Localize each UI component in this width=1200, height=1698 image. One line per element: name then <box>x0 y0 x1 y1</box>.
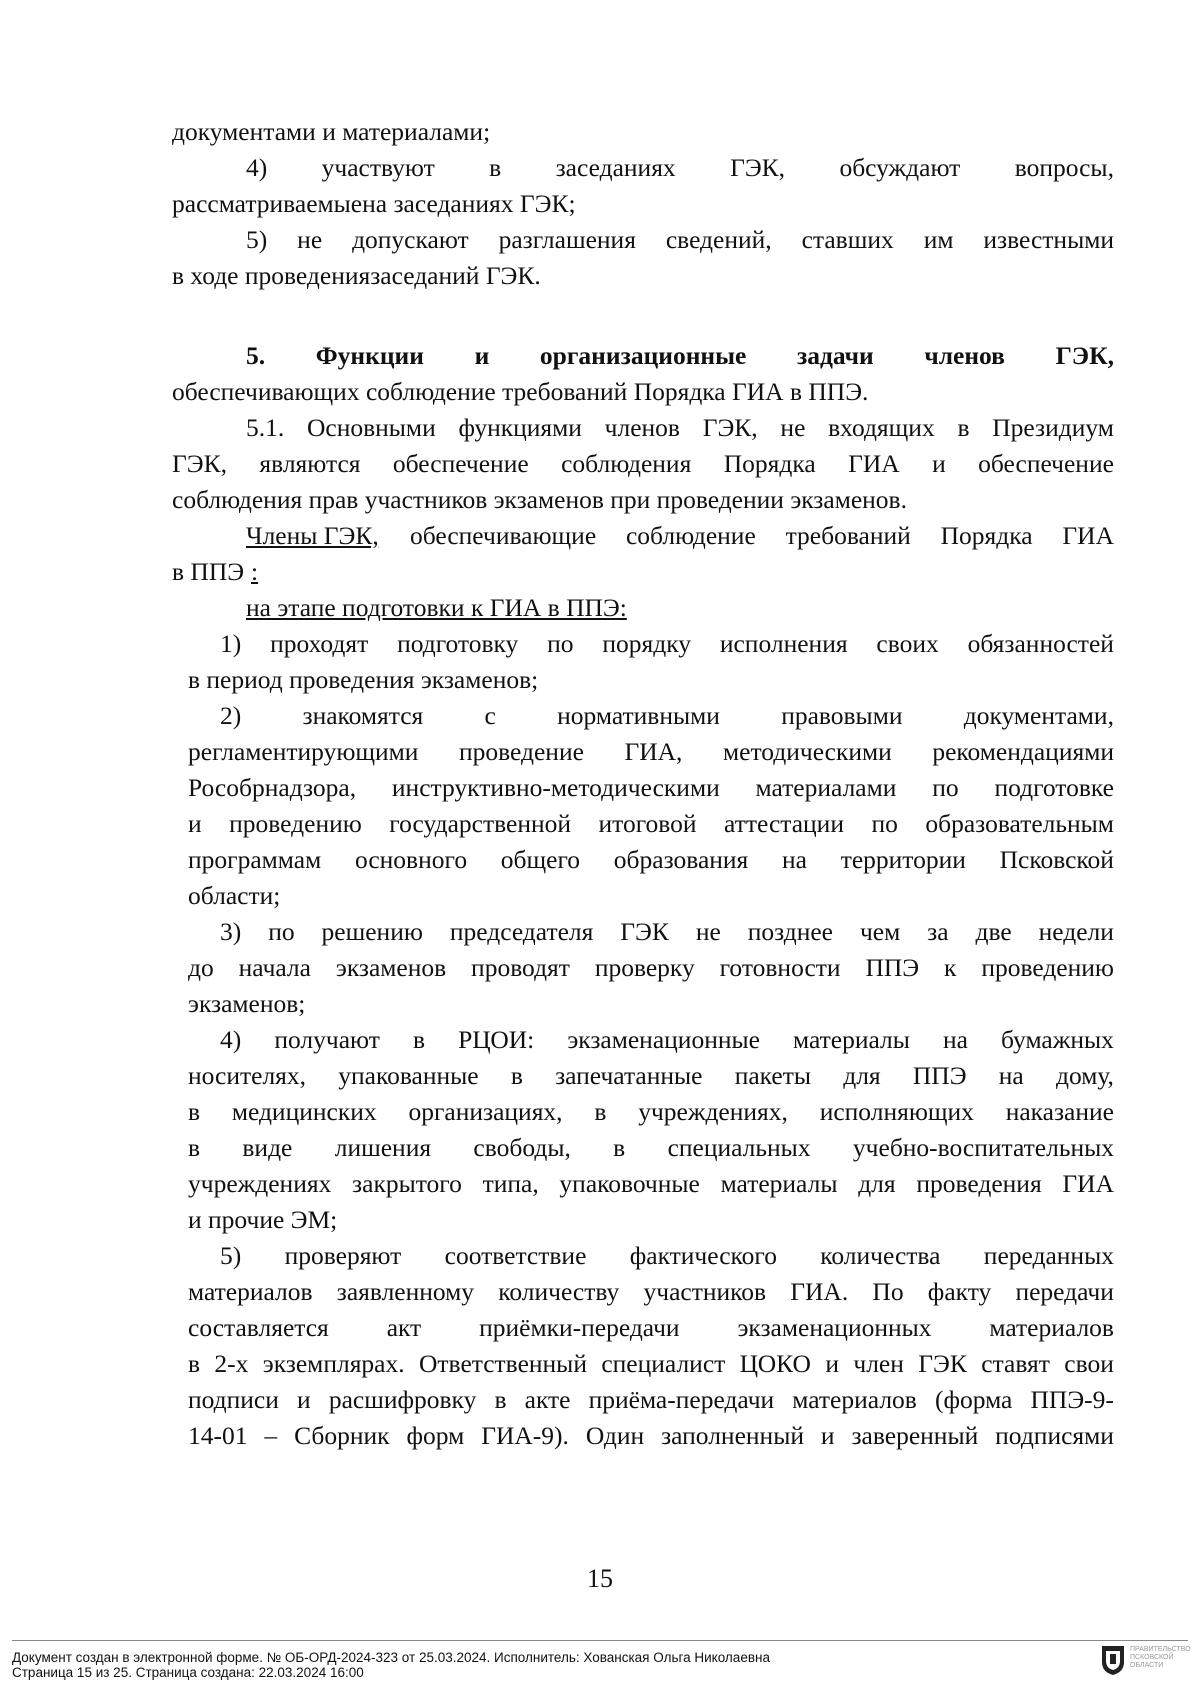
text-line: области; <box>188 881 281 910</box>
text-line: 4) получают в РЦОИ: экзаменационные материалы на бумажных <box>220 1025 1114 1054</box>
text-line: в ходе проведениязаседаний ГЭК. <box>172 261 541 290</box>
text-line: обеспечивающие соблюдение требований Порядка ГИА <box>410 521 1114 550</box>
text-line: Члены ГЭК, <box>246 521 379 550</box>
text-line: 3) по решению председателя ГЭК не позднее чем за две недели <box>220 917 1114 946</box>
text-line: в период проведения экзаменов; <box>188 665 539 694</box>
crest-icon <box>1100 1642 1126 1676</box>
text-line: подписи и расшифровку в акте приёма-передачи материалов (форма ППЭ-9- <box>188 1385 1114 1414</box>
text-line: 5) не допускают разглашения сведений, ставших им известными <box>246 225 1114 254</box>
text-line: регламентирующими проведение ГИА, методическими рекомендациями <box>188 737 1114 766</box>
text-line: и проведению государственной итоговой аттестации по образовательным <box>188 809 1114 838</box>
text-line: 5.1. Основными функциями членов ГЭК, не входящих в Президиум <box>246 413 1114 442</box>
footer-line-2: Страница 15 из 25. Страница создана: 22.03.2024 16:00 <box>12 1665 364 1680</box>
footer-divider <box>12 1640 1188 1641</box>
text-line: в 2-х экземплярах. Ответственный специалист ЦОКО и член ГЭК ставят свои <box>188 1349 1114 1378</box>
text-line: 4) участвуют в заседаниях ГЭК, обсуждают вопросы, <box>246 153 1114 182</box>
text-line: программам основного общего образования на территории Псковской <box>188 845 1114 874</box>
text-line: учреждениях закрытого типа, упаковочные материалы для проведения ГИА <box>188 1169 1114 1198</box>
text-line: носителях, упакованные в запечатанные пакеты для ППЭ на дому, <box>188 1061 1114 1090</box>
footer-line-1: Документ создан в электронной форме. № ОБ-ОРД-2024-323 от 25.03.2024. Исполнитель: Хованская Ольга Николаевна <box>12 1650 770 1665</box>
text-line: составляется акт приёмки-передачи экзаменационных материалов <box>188 1313 1114 1342</box>
text-line: в медицинских организациях, в учреждениях, исполняющих наказание <box>188 1097 1114 1126</box>
text-line: 5. Функции и организационные задачи членов ГЭК, <box>246 341 1114 370</box>
text-line: : <box>251 557 259 586</box>
text-line: и прочие ЭМ; <box>188 1205 338 1234</box>
text-line: на этапе подготовки к ГИА в ППЭ: <box>246 593 627 622</box>
text-line: обеспечивающих соблюдение требований Порядка ГИА в ППЭ. <box>172 377 869 406</box>
text-line: в ППЭ <box>172 557 245 586</box>
text-line: 1) проходят подготовку по порядку исполнения своих обязанностей <box>220 629 1114 658</box>
text-line: соблюдения прав участников экзаменов при проведении экзаменов. <box>172 485 907 514</box>
text-line: ГЭК, являются обеспечение соблюдения Порядка ГИА и обеспечение <box>172 449 1114 478</box>
text-line: Рособрнадзора, инструктивно-методическими материалами по подготовке <box>188 773 1114 802</box>
text-line: материалов заявленному количеству участников ГИА. По факту передачи <box>188 1277 1114 1306</box>
text-line: экзаменов; <box>188 989 306 1018</box>
text-line: документами и материалами; <box>172 117 491 146</box>
text-line: 2) знакомятся с нормативными правовыми документами, <box>220 701 1114 730</box>
text-line: 5) проверяют соответствие фактического количества переданных <box>220 1241 1114 1270</box>
crest-caption: ПРАВИТЕЛЬСТВО ПСКОВСКОЙ ОБЛАСТИ <box>1130 1646 1191 1669</box>
text-line: до начала экзаменов проводят проверку готовности ППЭ к проведению <box>188 953 1114 982</box>
text-line: рассматриваемыена заседаниях ГЭК; <box>172 189 576 218</box>
text-line: 14-01 – Сборник форм ГИА-9). Один заполненный и заверенный подписями <box>188 1421 1114 1450</box>
page-number: 15 <box>587 1564 613 1593</box>
text-line: в виде лишения свободы, в специальных учебно-воспитательных <box>188 1133 1114 1162</box>
